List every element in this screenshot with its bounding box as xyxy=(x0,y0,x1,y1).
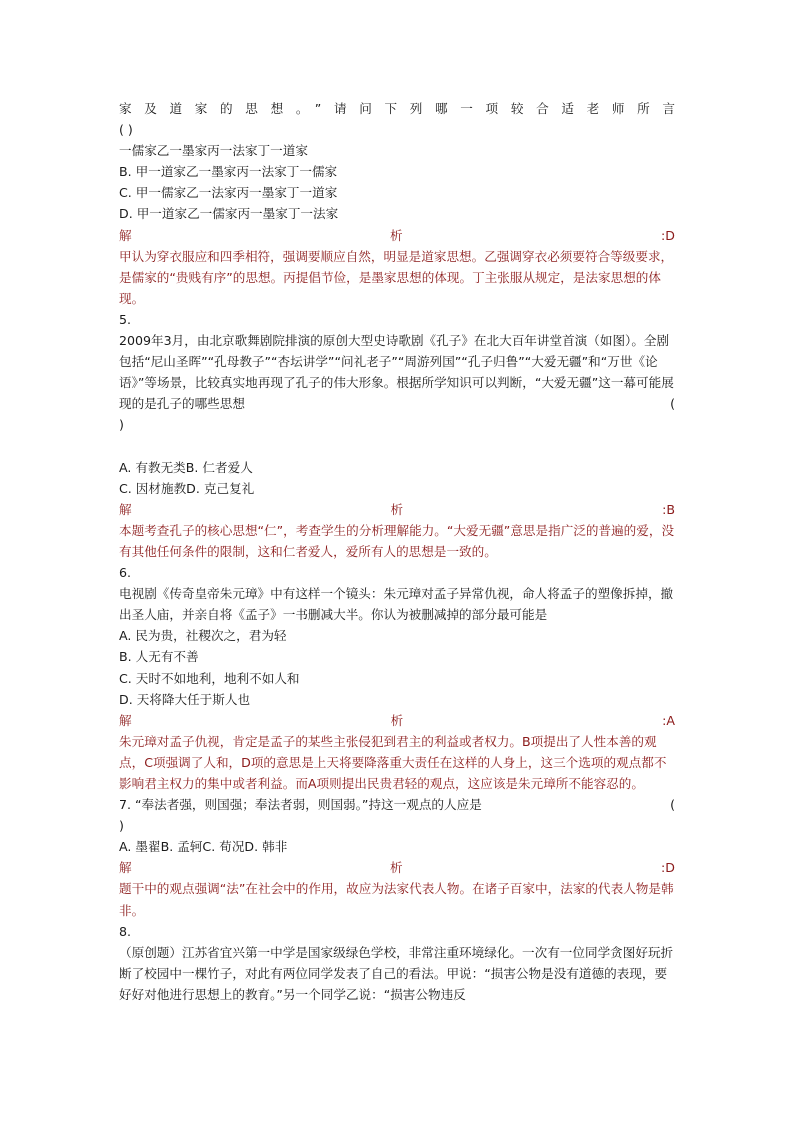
q5-options-cd: C. 因材施教D. 克己复礼 xyxy=(119,480,255,496)
q5-paren-close: ) xyxy=(119,417,124,433)
q6-option-a: A. 民为贵，社稷次之，君为轻 xyxy=(119,628,287,644)
document-body xyxy=(119,98,675,1005)
q5-image-gap xyxy=(119,436,675,457)
q5-explanation: 本题考查孔子的核心思想“仁”，考查学生的分析理解能力。“大爱无疆”意思是指广泛的普遍的爱，没有其他任何条件的限制，这和仁者爱人，爱所有人的思想是一致的。 xyxy=(119,522,675,559)
q4-stem-line: 家及道家的思想。”请问下列哪一项较合适老师所言 xyxy=(119,101,675,116)
q6-option-d: D. 天将降大任于斯人也 xyxy=(119,691,251,707)
q5-stem-text: 2009年3月，由北京歌舞剧院排演的原创大型史诗歌剧《孔子》在北大百年讲堂首演（如图）。全剧包括“尼山圣晖”“孔母教子”“杏坛讲学”“问礼老子”“周游列国”“孔子归鲁”“大爱无疆”和“万世《论语》”等场景，比较真实地再现了孔子的伟大形象。根据所学知识可以判断，“大爱无疆”这一幕可能展现的是孔子的哪些思想 xyxy=(119,333,674,412)
q5-answer-row: 解析:B xyxy=(119,501,675,517)
q5-paren-open: ( xyxy=(670,396,675,412)
q7-paren-open: ( xyxy=(670,797,675,813)
q4-option-d: D. 甲一道家乙一儒家丙一墨家丁一法家 xyxy=(119,206,339,222)
q7-stem xyxy=(119,794,675,815)
q4-option-b: B. 甲一道家乙一墨家丙一法家丁一儒家 xyxy=(119,164,338,180)
q7-explanation: 题干中的观点强调“法”在社会中的作用，故应为法家代表人物。在诸子百家中，法家的代表人物是韩非。 xyxy=(119,881,674,918)
q4-paren: ( ) xyxy=(119,122,133,138)
q7-paren-close: ) xyxy=(119,818,124,834)
q7-options: A. 墨翟B. 孟轲C. 荀况D. 韩非 xyxy=(119,839,288,855)
q8-number: 8. xyxy=(119,923,132,939)
q5-number: 5. xyxy=(119,311,132,327)
q4-explanation: 甲认为穿衣服应和四季相符，强调要顺应自然，明显是道家思想。乙强调穿衣必须要符合等级要求，是儒家的“贵贱有序”的思想。丙提倡节俭，是墨家思想的体现。丁主张服从规定，是法家思想的体现。 xyxy=(119,248,674,306)
q5-options-ab: A. 有教无类B. 仁者爱人 xyxy=(119,459,253,475)
q7-stem-text: 7. “奉法者强，则国强；奉法者弱，则国弱。”持这一观点的人应是 xyxy=(119,797,482,813)
q6-explanation: 朱元璋对孟子仇视，肯定是孟子的某些主张侵犯到君主的利益或者权力。B项提出了人性本善的观点，C项强调了人和，D项的意思是上天将要降落重大责任在这样的人身上，这三个选项的观点都不影响君主权力的集中或者利益。而A项则提出民贵君轻的观点，这应该是朱元璋所不能容忍的。 xyxy=(119,733,667,791)
q7-answer-row: 解析:D xyxy=(119,860,675,876)
q4-option-a: 一儒家乙一墨家丙一法家丁一道家 xyxy=(119,143,308,159)
q4-answer-row: 解析:D xyxy=(119,227,675,243)
q6-option-b: B. 人无有不善 xyxy=(119,649,199,665)
q4-option-c: C. 甲一儒家乙一法家丙一墨家丁一道家 xyxy=(119,185,338,201)
q6-option-c: C. 天时不如地利，地利不如人和 xyxy=(119,670,300,686)
q6-stem: 电视剧《传奇皇帝朱元璋》中有这样一个镜头：朱元璋对孟子异常仇视，命人将孟子的塑像拆掉，撤出圣人庙，并亲自将《孟子》一书删减大半。你认为被删减掉的部分最可能是 xyxy=(119,586,674,623)
q5-stem xyxy=(119,330,675,414)
q6-answer-row: 解析:A xyxy=(119,712,675,728)
q6-number: 6. xyxy=(119,565,132,581)
q8-stem: （原创题）江苏省宜兴第一中学是国家级绿色学校，非常注重环境绿化。一次有一位同学贪图好玩折断了校园中一棵竹子，对此有两位同学发表了自己的看法。甲说：“损害公物是没有道德的表现，要好好对他进行思想上的教育。”另一个同学乙说：“损害公物违反 xyxy=(119,944,674,1002)
